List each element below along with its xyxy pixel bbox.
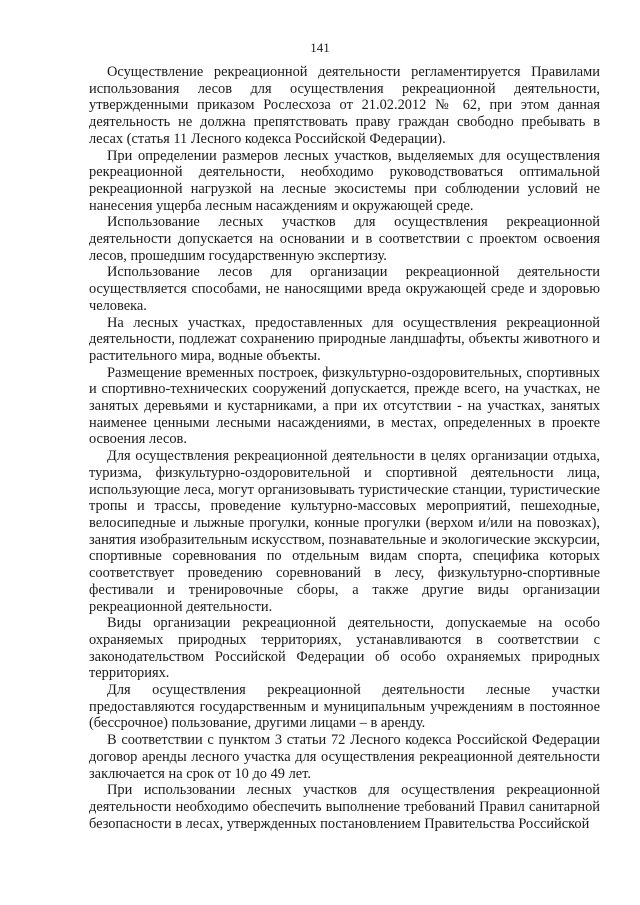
paragraph-5: На лесных участках, предоставленных для осуществления рекреационной деятельности, подлежат сохранению природные ландшафты, объекты животного и растительного мира, водные объекты. bbox=[89, 314, 600, 364]
paragraph-1: Осуществление рекреационной деятельности регламентируется Правилами использования лесов для осуществления рекреационной деятельности, утвержденными приказом Рослесхоза от 21.02.2012 № 62, при этом данная деятельность не должна препятствовать праву граждан свободно пребывать в лесах (статья 11 Лесного кодекса Российской Федерации). bbox=[89, 64, 600, 147]
paragraph-10: В соответствии с пунктом 3 статьи 72 Лесного кодекса Российской Федерации договор аренды лесного участка для осуществления рекреационной деятельности заключается на срок от 10 до 49 лет. bbox=[89, 732, 600, 782]
paragraph-7: Для осуществления рекреационной деятельности в целях организации отдыха, туризма, физкультурно-оздоровительной и спортивной деятельности лица, использующие леса, могут организовывать туристические станции, туристические тропы и трассы, проведение культурно-массовых мероприятий, пешеходные, велосипедные и лыжные прогулки, конные прогулки (верхом и/или на повозках), занятия изобразительным искусством, познавательные и экологические экскурсии, спортивные соревнования по отдельным видам спорта, специфика которых соответствует проведению соревнований в лесу, физкультурно-спортивные фестивали и тренировочные сборы, а также другие виды организации рекреационной деятельности. bbox=[89, 448, 600, 615]
paragraph-4: Использование лесов для организации рекреационной деятельности осуществляется способами, не наносящими вреда окружающей среде и здоровью человека. bbox=[89, 264, 600, 314]
paragraph-9: Для осуществления рекреационной деятельности лесные участки предоставляются государственным и муниципальным учреждениям в постоянное (бессрочное) пользование, другими лицами – в аренду. bbox=[89, 682, 600, 732]
paragraph-3: Использование лесных участков для осуществления рекреационной деятельности допускается на основании и в соответствии с проектом освоения лесов, прошедшим государственную экспертизу. bbox=[89, 214, 600, 264]
paragraph-2: При определении размеров лесных участков, выделяемых для осуществления рекреационной деятельности, необходимо руководствоваться оптимальной рекреационной нагрузкой на лесные экосистемы при соблюдении условий не нанесения ущерба лесным насаждениям и окружающей среде. bbox=[89, 147, 600, 214]
paragraph-11: При использовании лесных участков для осуществления рекреационной деятельности необходимо обеспечить выполнение требований Правил санитарной безопасности в лесах, утвержденных постановлением Правительства Российской bbox=[89, 782, 600, 832]
body-text bbox=[89, 64, 600, 832]
paragraph-8: Виды организации рекреационной деятельности, допускаемые на особо охраняемых природных территориях, устанавливаются в соответствии с законодательством Российской Федерации об особо охраняемых природных территориях. bbox=[89, 615, 600, 682]
page-number: 141 bbox=[310, 40, 330, 55]
paragraph-6: Размещение временных построек, физкультурно-оздоровительных, спортивных и спортивно-технических сооружений допускается, прежде всего, на участках, не занятых деревьями и кустарниками, а при их отсутствии - на участках, занятых наименее ценными лесными насаждениями, в местах, определенных в проекте освоения лесов. bbox=[89, 364, 600, 448]
